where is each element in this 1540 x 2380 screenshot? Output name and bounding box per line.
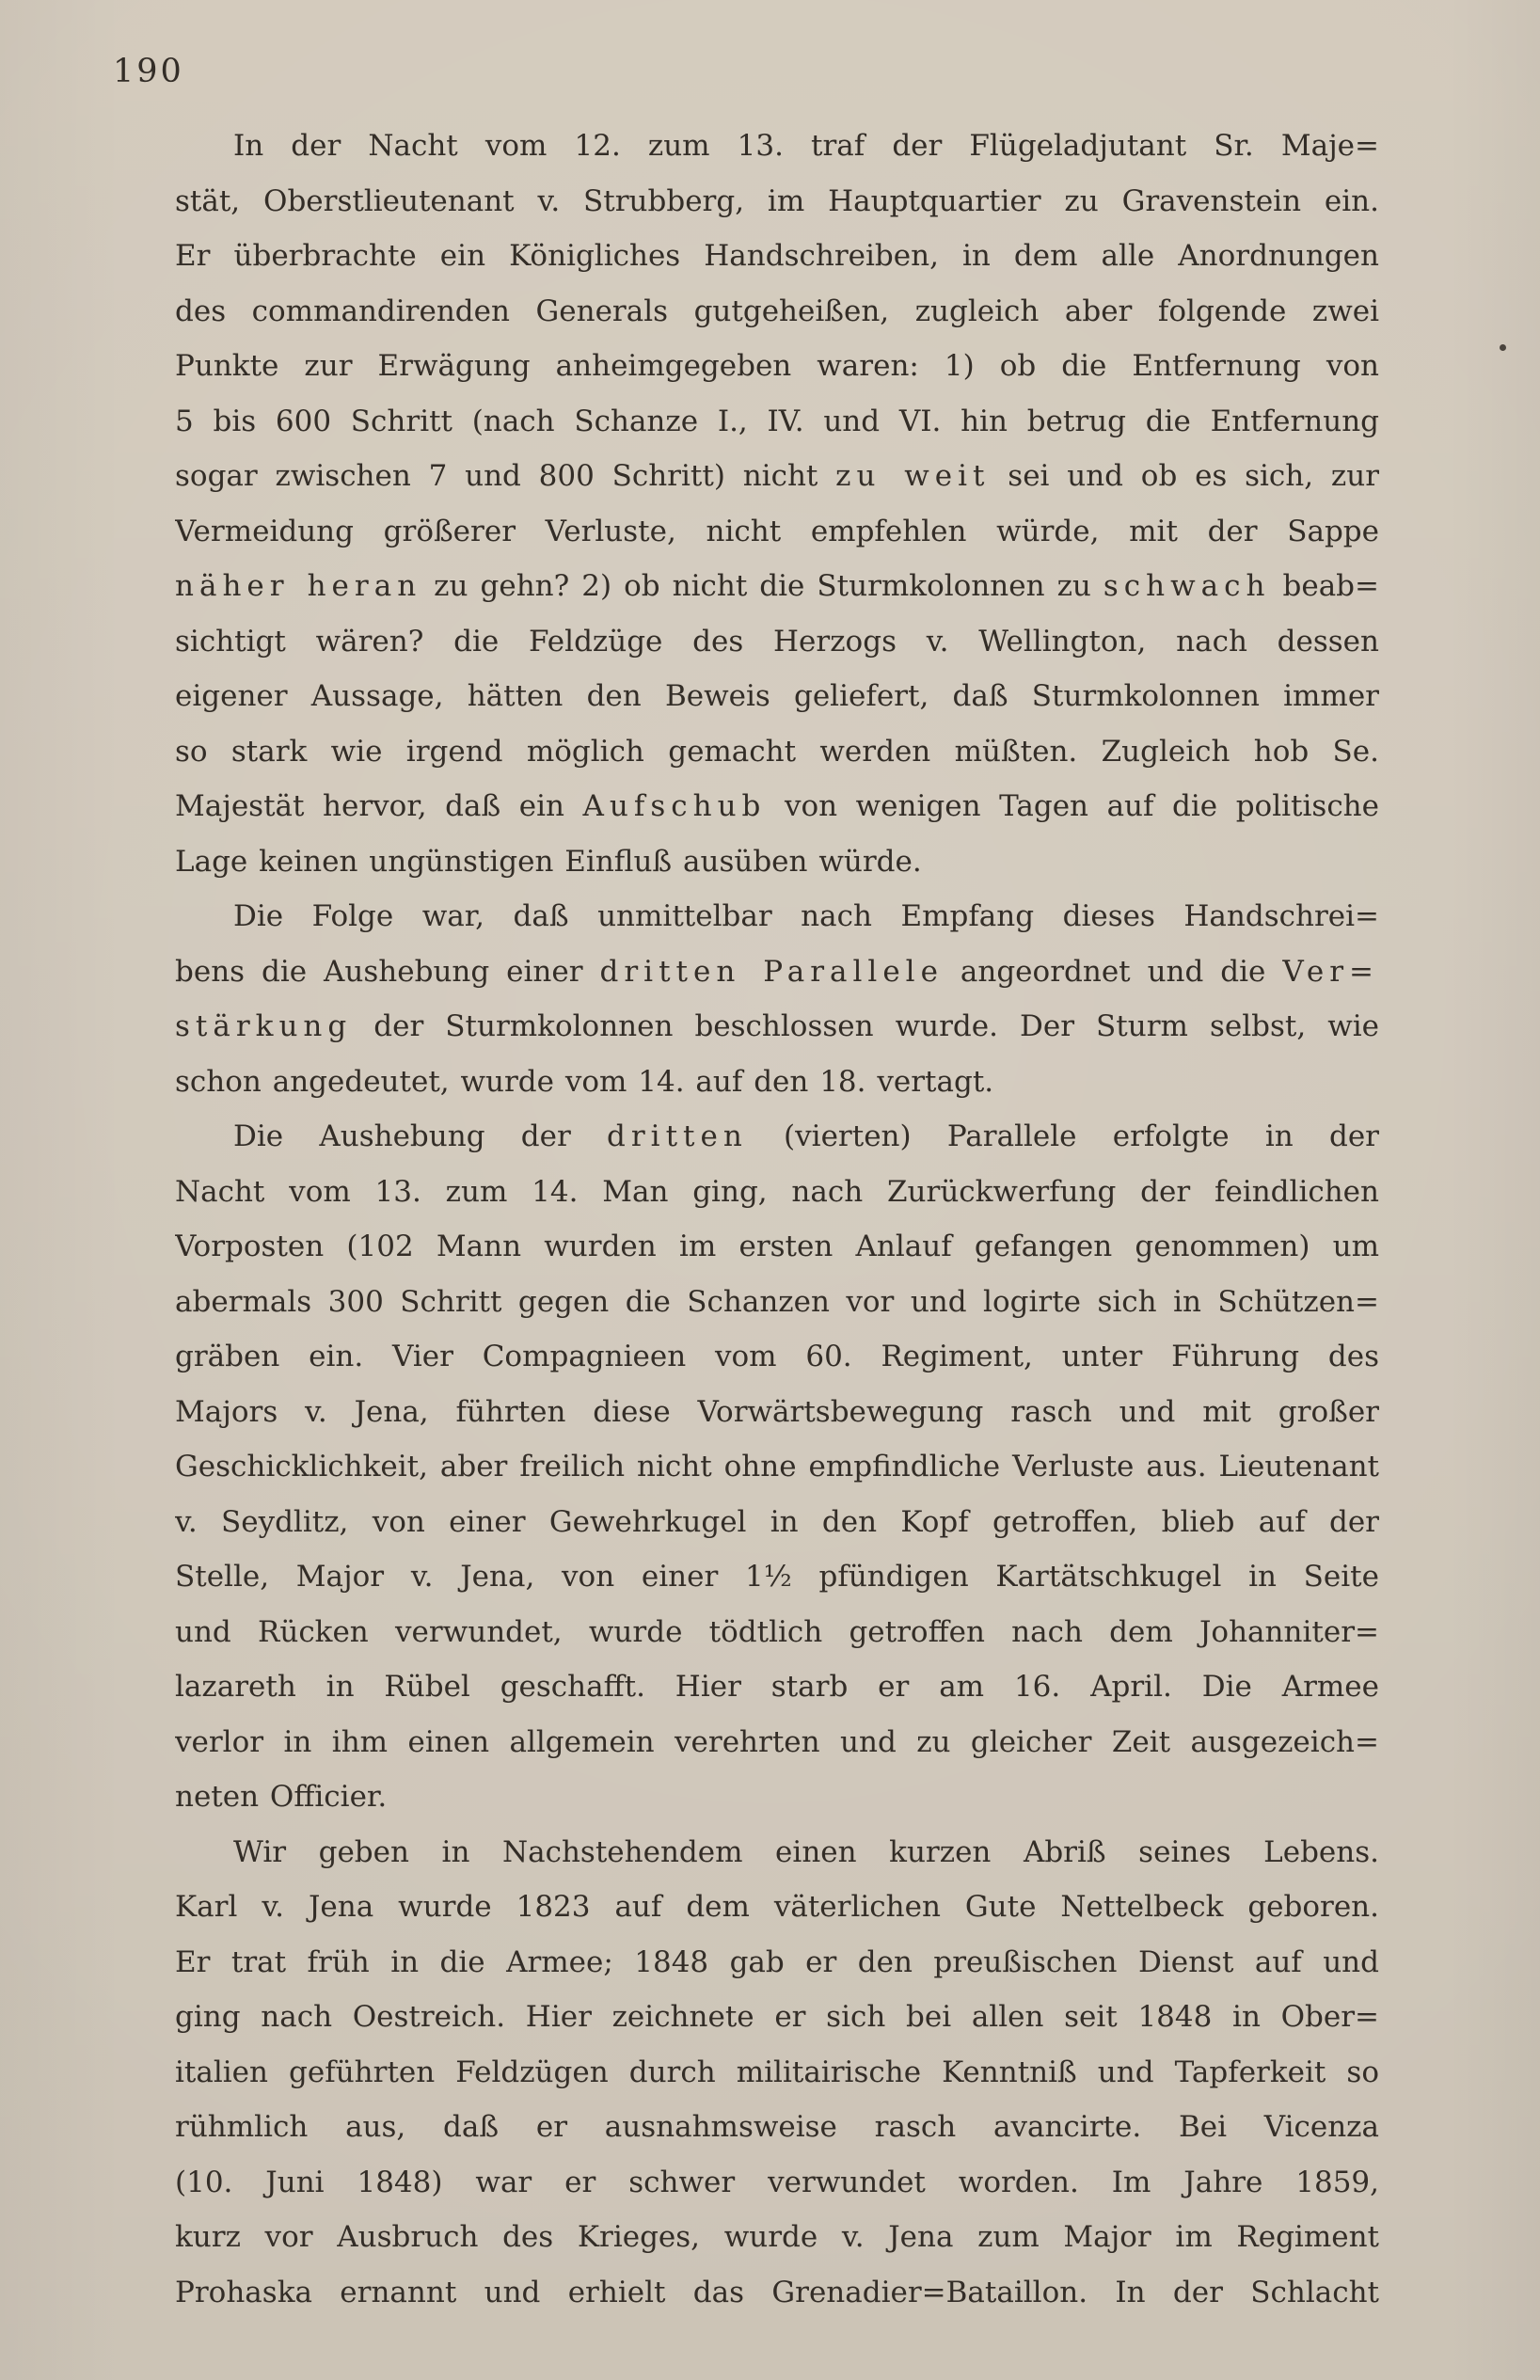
- text-line: [175, 1275, 1379, 1330]
- emphasized-text: stärkung: [175, 1009, 353, 1043]
- text-segment: sogar zwischen 7 und 800 Schritt) nicht: [175, 459, 836, 493]
- text-segment: 5 bis 600 Schritt (nach Schanze I., IV. und VI. hin betrug die Entfernung: [175, 404, 1379, 438]
- paper-speck: [1500, 344, 1506, 351]
- text-segment: Nacht vom 13. zum 14. Man ging, nach Zurückwerfung der feindlichen: [175, 1174, 1379, 1209]
- text-segment: eigener Aussage, hätten den Beweis geliefert, daß Sturmkolonnen immer: [175, 679, 1379, 713]
- emphasized-text: Aufschub: [582, 789, 767, 823]
- text-segment: Die Aushebung der: [233, 1119, 608, 1153]
- text-segment: bens die Aushebung einer: [175, 954, 600, 989]
- text-line: [175, 834, 1379, 890]
- text-line: [175, 1055, 1379, 1110]
- text-line: [175, 779, 1379, 834]
- text-line: [175, 1659, 1379, 1715]
- text-line: [175, 614, 1379, 670]
- text-segment: italien geführten Feldzügen durch militairische Kenntniß und Tapferkeit so: [175, 2055, 1379, 2089]
- text-segment: Die Folge war, daß unmittelbar nach Empfang dieses Handschrei=: [233, 899, 1379, 933]
- text-segment: sei und ob es sich, zur: [990, 459, 1379, 493]
- text-line: [175, 1880, 1379, 1935]
- text-segment: Er trat früh in die Armee; 1848 gab er den preußischen Dienst auf und: [175, 1944, 1379, 1979]
- text-segment: (vierten) Parallele erfolgte in der: [747, 1119, 1379, 1153]
- text-line: [175, 1825, 1379, 1880]
- text-line: [175, 284, 1379, 340]
- text-line: [175, 1439, 1379, 1495]
- text-line: [175, 1109, 1379, 1165]
- text-line: [175, 944, 1379, 1000]
- text-line: [175, 669, 1379, 724]
- text-segment: und Rücken verwundet, wurde tödtlich getroffen nach dem Johanniter=: [175, 1614, 1379, 1649]
- text-line: [175, 1165, 1379, 1220]
- text-block: [175, 119, 1379, 2320]
- text-line: [175, 1935, 1379, 1991]
- text-segment: zu gehn? 2) ob nicht die Sturmkolonnen zu: [421, 569, 1103, 603]
- text-segment: v. Seydlitz, von einer Gewehrkugel in den Kopf getroffen, blieb auf der: [175, 1504, 1379, 1539]
- text-line: [175, 504, 1379, 560]
- text-segment: Er überbrachte ein Königliches Handschreiben, in dem alle Anordnungen: [175, 239, 1379, 273]
- text-segment: Wir geben in Nachstehendem einen kurzen Abriß seines Lebens.: [233, 1834, 1379, 1869]
- emphasized-text: Ver=: [1282, 954, 1379, 989]
- text-segment: Lage keinen ungünstigen Einfluß ausüben würde.: [175, 844, 922, 879]
- text-line: [175, 1715, 1379, 1770]
- text-segment: Punkte zur Erwägung anheimgegeben waren: 1) ob die Entfernung von: [175, 349, 1379, 383]
- text-line: [175, 2210, 1379, 2265]
- text-line: [175, 174, 1379, 230]
- text-line: [175, 559, 1379, 614]
- text-line: [175, 2265, 1379, 2321]
- text-segment: rühmlich aus, daß er ausnahmsweise rasch avancirte. Bei Vicenza: [175, 2110, 1379, 2144]
- text-line: [175, 339, 1379, 394]
- text-segment: Prohaska ernannt und erhielt das Grenadier=Bataillon. In der Schlacht: [175, 2275, 1379, 2309]
- text-segment: des commandirenden Generals gutgeheißen, zugleich aber folgende zwei: [175, 294, 1379, 328]
- text-segment: sichtigt wären? die Feldzüge des Herzogs v. Wellington, nach dessen: [175, 624, 1379, 658]
- text-segment: schon angedeutet, wurde vom 14. auf den 18. vertagt.: [175, 1064, 994, 1099]
- text-line: [175, 229, 1379, 284]
- text-line: [175, 449, 1379, 504]
- text-segment: Karl v. Jena wurde 1823 auf dem väterlichen Gute Nettelbeck geboren.: [175, 1890, 1379, 1924]
- text-line: [175, 119, 1379, 174]
- text-line: [175, 1329, 1379, 1385]
- text-segment: verlor in ihm einen allgemein verehrten und zu gleicher Zeit ausgezeich=: [175, 1724, 1379, 1759]
- emphasized-text: dritten Parallele: [599, 954, 944, 989]
- emphasized-text: schwach: [1103, 569, 1271, 603]
- text-line: [175, 1605, 1379, 1660]
- text-segment: Geschicklichkeit, aber freilich nicht ohne empfindliche Verluste aus. Lieutenant: [175, 1450, 1379, 1484]
- text-line: [175, 1219, 1379, 1275]
- text-line: [175, 1769, 1379, 1825]
- text-line: [175, 2045, 1379, 2101]
- emphasized-text: näher heran: [175, 569, 422, 603]
- text-line: [175, 1549, 1379, 1605]
- text-segment: lazareth in Rübel geschafft. Hier starb er am 16. April. Die Armee: [175, 1670, 1379, 1704]
- text-segment: angeordnet und die: [943, 954, 1283, 989]
- text-segment: Vorposten (102 Mann wurden im ersten Anlauf gefangen genommen) um: [175, 1230, 1379, 1263]
- text-segment: neten Officier.: [175, 1780, 388, 1814]
- text-line: [175, 1495, 1379, 1550]
- text-segment: so stark wie irgend möglich gemacht werden müßten. Zugleich hob Se.: [175, 734, 1379, 769]
- text-segment: gräben ein. Vier Compagnieen vom 60. Regiment, unter Führung des: [175, 1340, 1379, 1373]
- text-segment: abermals 300 Schritt gegen die Schanzen vor und logirte sich in Schützen=: [175, 1284, 1379, 1319]
- emphasized-text: zu weit: [835, 459, 991, 493]
- text-line: [175, 2100, 1379, 2155]
- text-line: [175, 1385, 1379, 1440]
- text-segment: Vermeidung größerer Verluste, nicht empfehlen würde, mit der Sappe: [175, 514, 1379, 548]
- text-segment: Majors v. Jena, führten diese Vorwärtsbewegung rasch und mit großer: [175, 1394, 1379, 1429]
- text-line: [175, 394, 1379, 450]
- text-line: [175, 999, 1379, 1055]
- text-segment: In der Nacht vom 12. zum 13. traf der Flügeladjutant Sr. Maje=: [233, 129, 1379, 163]
- text-segment: Majestät hervor, daß ein: [175, 789, 583, 823]
- text-segment: stät, Oberstlieutenant v. Strubberg, im Hauptquartier zu Gravenstein ein.: [175, 183, 1379, 218]
- text-segment: ging nach Oestreich. Hier zeichnete er sich bei allen seit 1848 in Ober=: [175, 2000, 1379, 2034]
- text-segment: kurz vor Ausbruch des Krieges, wurde v. Jena zum Major im Regiment: [175, 2220, 1379, 2254]
- text-line: [175, 2155, 1379, 2211]
- text-segment: Stelle, Major v. Jena, von einer 1½ pfündigen Kartätschkugel in Seite: [175, 1560, 1379, 1594]
- text-line: [175, 889, 1379, 944]
- page-number: 190: [113, 53, 184, 90]
- text-segment: beab=: [1270, 569, 1379, 603]
- text-line: [175, 1990, 1379, 2045]
- text-segment: der Sturmkolonnen beschlossen wurde. Der Sturm selbst, wie: [352, 1009, 1379, 1043]
- text-segment: von wenigen Tagen auf die politische: [766, 789, 1379, 823]
- text-segment: (10. Juni 1848) war er schwer verwundet worden. Im Jahre 1859,: [175, 2165, 1379, 2199]
- text-line: [175, 724, 1379, 780]
- emphasized-text: dritten: [607, 1119, 748, 1153]
